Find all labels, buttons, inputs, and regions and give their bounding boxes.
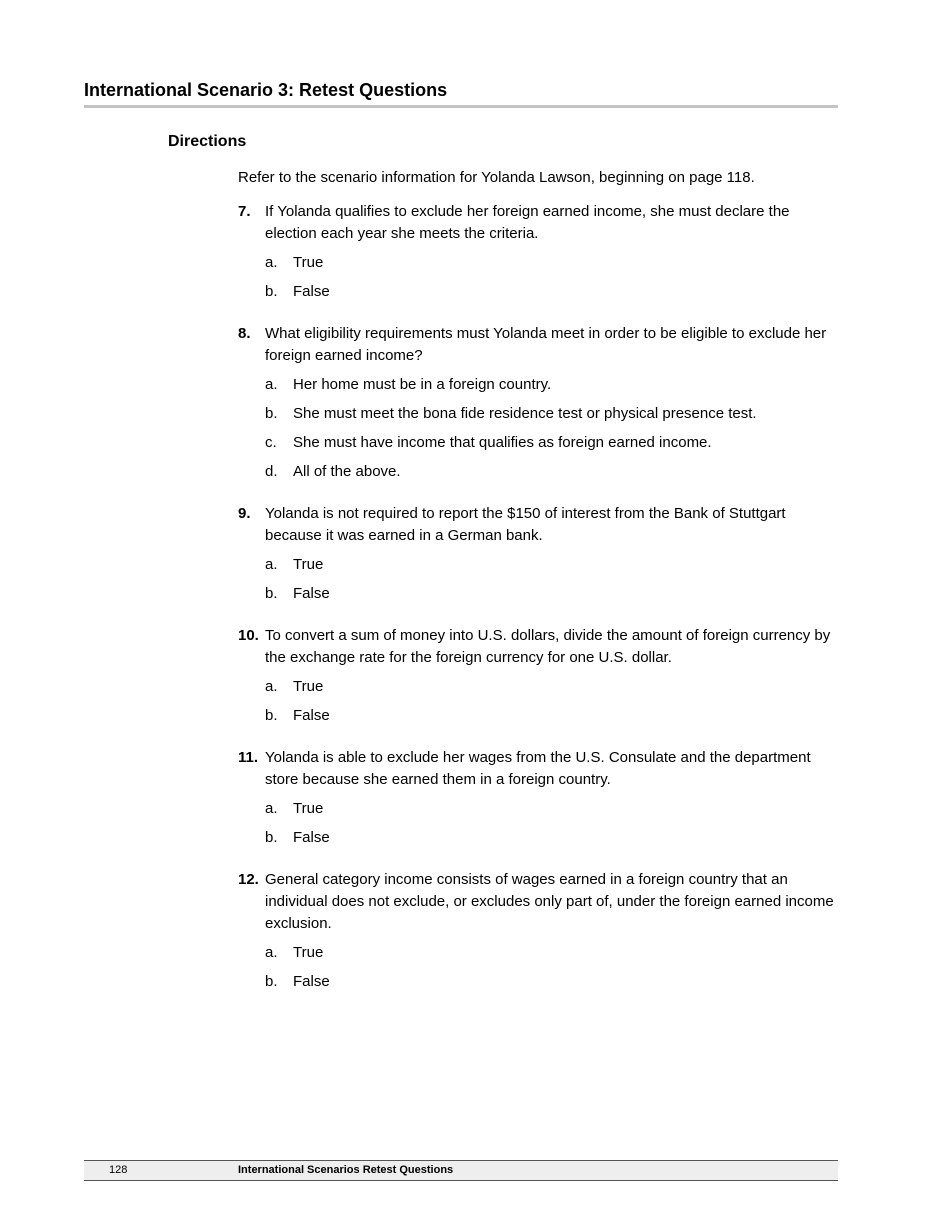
answer-option — [265, 798, 838, 820]
option-letter: a. — [265, 678, 278, 695]
option-letter: a. — [265, 556, 278, 573]
question-12 — [238, 869, 838, 993]
question-text: General category income consists of wages earned in a foreign country that an individual does not exclude, or excludes only part of, under the foreign earned income exclusion. — [265, 871, 834, 932]
question-number: 8. — [238, 325, 251, 342]
option-letter: a. — [265, 944, 278, 961]
option-letter: b. — [265, 405, 278, 422]
question-number: 7. — [238, 203, 251, 220]
answer-option — [265, 252, 838, 274]
option-text: False — [293, 973, 330, 990]
option-letter: d. — [265, 463, 278, 480]
answer-option — [265, 554, 838, 576]
answer-option — [265, 432, 838, 454]
option-letter: b. — [265, 973, 278, 990]
option-text: All of the above. — [293, 463, 401, 480]
option-letter: b. — [265, 707, 278, 724]
option-text: She must have income that qualifies as foreign earned income. — [293, 434, 712, 451]
directions-intro: Refer to the scenario information for Yolanda Lawson, beginning on page 118. — [238, 169, 755, 186]
question-text: Yolanda is not required to report the $150 of interest from the Bank of Stuttgart because it was earned in a German bank. — [265, 505, 786, 544]
question-list — [238, 167, 838, 1013]
option-text: True — [293, 556, 324, 573]
option-text: True — [293, 800, 324, 817]
option-letter: a. — [265, 254, 278, 271]
question-text: Yolanda is able to exclude her wages from the U.S. Consulate and the department store because she earned them in a foreign country. — [265, 749, 811, 788]
answer-option — [265, 942, 838, 964]
option-text: She must meet the bona fide residence test or physical presence test. — [293, 405, 757, 422]
page-number: 128 — [109, 1164, 128, 1176]
option-letter: c. — [265, 434, 277, 451]
option-letter: a. — [265, 800, 278, 817]
question-9 — [238, 503, 838, 605]
question-number: 12. — [238, 871, 259, 888]
option-text: Her home must be in a foreign country. — [293, 376, 552, 393]
page-footer — [84, 1160, 838, 1181]
option-text: False — [293, 585, 330, 602]
directions-heading: Directions — [168, 133, 247, 150]
answer-option — [265, 583, 838, 605]
answer-option — [265, 705, 838, 727]
answer-option — [265, 374, 838, 396]
question-11 — [238, 747, 838, 849]
question-number: 9. — [238, 505, 251, 522]
option-text: False — [293, 829, 330, 846]
question-7 — [238, 201, 838, 303]
footer-section-title: International Scenarios Retest Questions — [238, 1164, 454, 1176]
answer-option — [265, 403, 838, 425]
question-number: 10. — [238, 627, 259, 644]
question-number: 11. — [238, 749, 259, 766]
option-text: False — [293, 283, 330, 300]
answer-option — [265, 827, 838, 849]
option-text: True — [293, 254, 324, 271]
option-letter: a. — [265, 376, 278, 393]
option-letter: b. — [265, 585, 278, 602]
answer-option — [265, 676, 838, 698]
question-text: To convert a sum of money into U.S. dollars, divide the amount of foreign currency by the exchange rate for the foreign currency for one U.S. dollar. — [265, 627, 831, 666]
question-8 — [238, 323, 838, 483]
option-text: True — [293, 944, 324, 961]
option-letter: b. — [265, 283, 278, 300]
option-text: True — [293, 678, 324, 695]
question-10 — [238, 625, 838, 727]
option-text: False — [293, 707, 330, 724]
question-text: What eligibility requirements must Yolanda meet in order to be eligible to exclude her foreign earned income? — [265, 325, 827, 364]
answer-option — [265, 281, 838, 303]
question-text: If Yolanda qualifies to exclude her foreign earned income, she must declare the election each year she meets the criteria. — [265, 203, 790, 242]
answer-option — [265, 971, 838, 993]
answer-option — [265, 461, 838, 483]
page-title: International Scenario 3: Retest Questions — [84, 80, 838, 108]
option-letter: b. — [265, 829, 278, 846]
